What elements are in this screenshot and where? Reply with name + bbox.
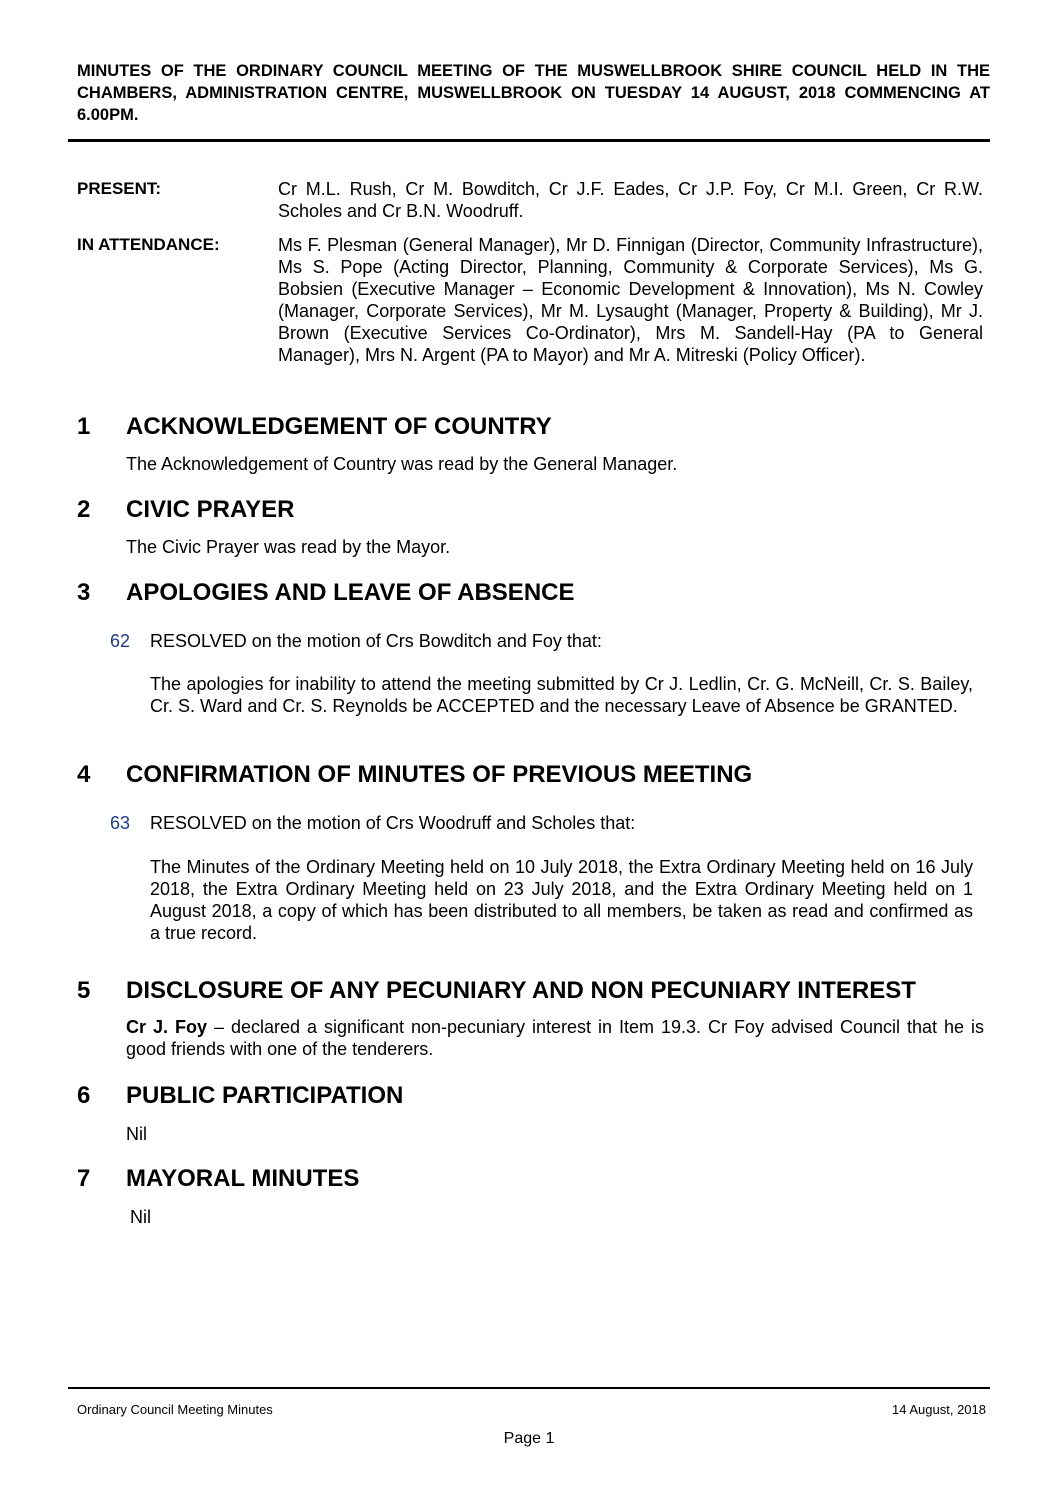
footer-divider bbox=[68, 1387, 990, 1389]
section-number: 1 bbox=[77, 413, 91, 440]
document-title: MINUTES OF THE ORDINARY COUNCIL MEETING OF THE MUSWELLBROOK SHIRE COUNCIL HELD IN THE CHAMBERS, ADMINISTRATION CENTRE, MUSWELLBROOK ON TUESDAY 14 AUGUST, 2018 COMMENCING AT 6.00PM. bbox=[77, 62, 990, 124]
in-attendance-list: Ms F. Plesman (General Manager), Mr D. Finnigan (Director, Community Infrastructure), Ms S. Pope (Acting Director, Planning, Community & Corporate Services), Ms G. Bobsien (Executive Manager – Economic Development & Innovation), Ms N. Cowley (Manager, Corporate Services), Mr M. Lysaught (Manager, Property & Building), Mr J. Brown (Executive Services Co-Ordinator), Mrs M. Sandell-Hay (PA to General Manager), Mrs N. Argent (PA to Mayor) and Mr A. Mitreski (Policy Officer). bbox=[278, 235, 983, 365]
section-title: DISCLOSURE OF ANY PECUNIARY AND NON PECUNIARY INTEREST bbox=[126, 977, 916, 1004]
present-list: Cr M.L. Rush, Cr M. Bowditch, Cr J.F. Eades, Cr J.P. Foy, Cr M.I. Green, Cr R.W. Scholes and Cr B.N. Woodruff. bbox=[278, 179, 983, 221]
section-number: 4 bbox=[77, 761, 91, 788]
header-divider bbox=[68, 139, 990, 142]
section-title: CIVIC PRAYER bbox=[126, 496, 295, 523]
section-5-text bbox=[126, 1016, 984, 1060]
section-title: PUBLIC PARTICIPATION bbox=[126, 1082, 404, 1109]
resolution-number-62: 62 bbox=[110, 631, 131, 651]
declarant-name: Cr J. Foy bbox=[126, 1017, 207, 1037]
section-1-text: The Acknowledgement of Country was read by the General Manager. bbox=[126, 454, 678, 474]
section-title: MAYORAL MINUTES bbox=[126, 1165, 360, 1192]
resolution-motion-63: RESOLVED on the motion of Crs Woodruff and Scholes that: bbox=[150, 813, 636, 833]
section-number: 2 bbox=[77, 496, 91, 523]
section-6-text: Nil bbox=[126, 1124, 147, 1144]
resolution-motion-62: RESOLVED on the motion of Crs Bowditch and Foy that: bbox=[150, 631, 602, 651]
section-number: 5 bbox=[77, 977, 91, 1004]
footer-document-name: Ordinary Council Meeting Minutes bbox=[77, 1402, 273, 1417]
declaration-text: – declared a significant non-pecuniary interest in Item 19.3. Cr Foy advised Council that he is good friends with one of the tenderers. bbox=[126, 1017, 984, 1059]
section-title: CONFIRMATION OF MINUTES OF PREVIOUS MEETING bbox=[126, 761, 753, 788]
in-attendance-label: IN ATTENDANCE: bbox=[77, 235, 220, 254]
section-2-text: The Civic Prayer was read by the Mayor. bbox=[126, 537, 451, 557]
footer-date: 14 August, 2018 bbox=[892, 1402, 986, 1417]
section-number: 7 bbox=[77, 1165, 91, 1192]
section-7-text: Nil bbox=[130, 1207, 151, 1227]
present-label: PRESENT: bbox=[77, 179, 162, 198]
section-title: ACKNOWLEDGEMENT OF COUNTRY bbox=[126, 413, 552, 440]
section-title: APOLOGIES AND LEAVE OF ABSENCE bbox=[126, 579, 575, 606]
resolution-body-62: The apologies for inability to attend the meeting submitted by Cr J. Ledlin, Cr. G. McNeill, Cr. S. Bailey, Cr. S. Ward and Cr. S. Reynolds be ACCEPTED and the necessary Leave of Absence be GRANTED. bbox=[150, 674, 973, 716]
page-number: Page 1 bbox=[503, 1430, 555, 1447]
resolution-number-63: 63 bbox=[110, 813, 131, 833]
section-number: 3 bbox=[77, 579, 91, 606]
resolution-body-63: The Minutes of the Ordinary Meeting held on 10 July 2018, the Extra Ordinary Meeting held on 16 July 2018, the Extra Ordinary Meeting held on 23 July 2018, and the Extra Ordinary Meeting held on 1 August 2018, a copy of which has been distributed to all members, be taken as read and confirmed as a true record. bbox=[150, 857, 973, 943]
section-number: 6 bbox=[77, 1082, 91, 1109]
